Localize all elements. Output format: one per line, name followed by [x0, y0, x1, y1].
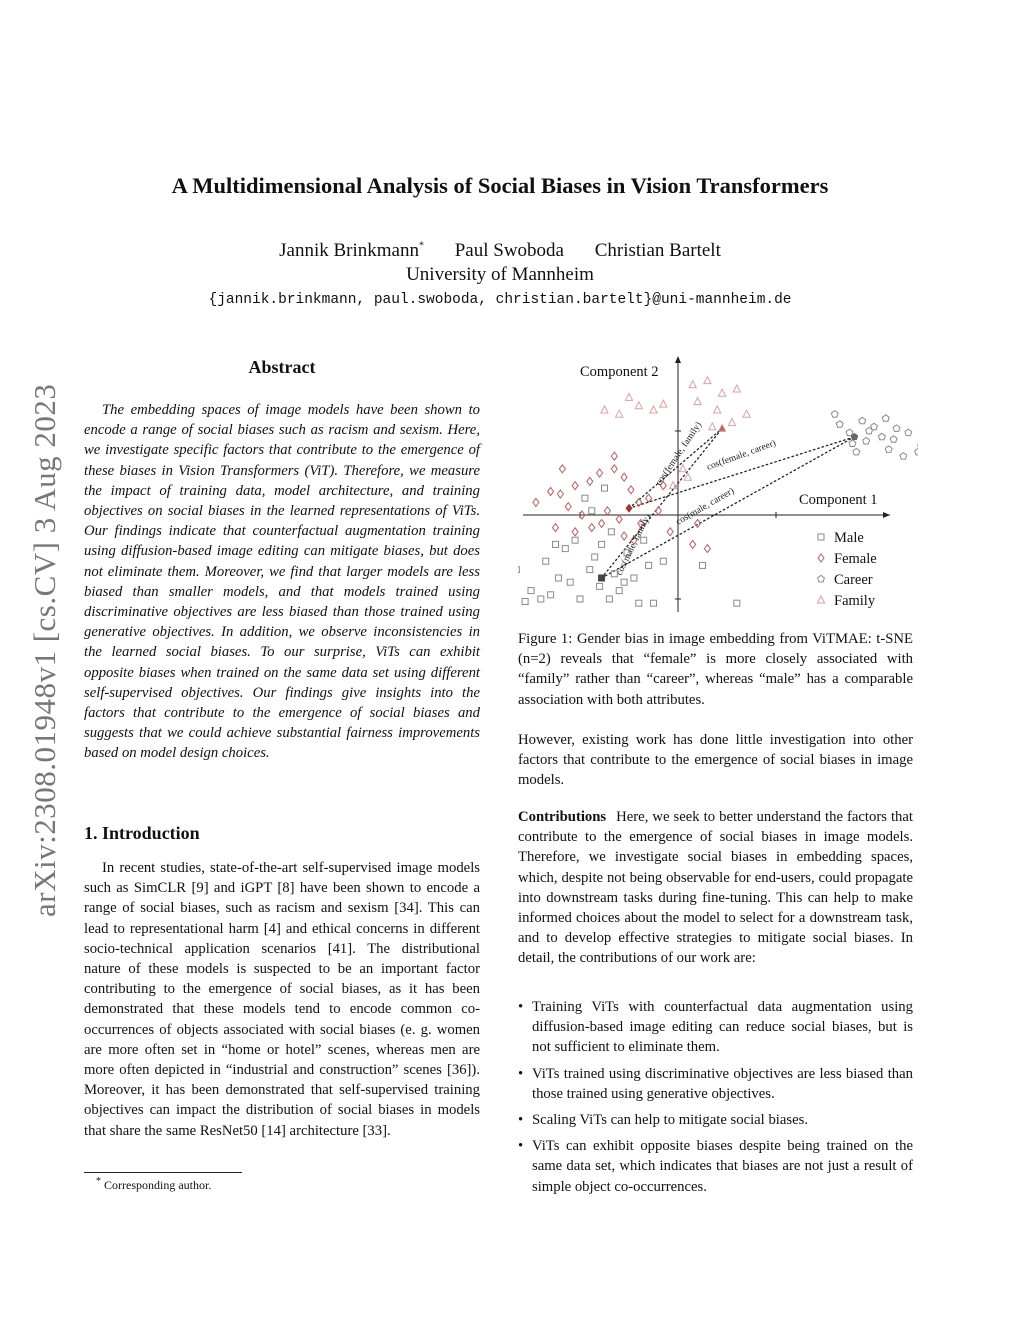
introduction-heading: 1. Introduction: [84, 823, 200, 843]
data-point-family: [689, 381, 696, 388]
association-label: cos(male, family): [614, 512, 654, 578]
legend-label: Family: [834, 593, 876, 609]
centroid-female: [626, 504, 633, 513]
data-point-male: [636, 600, 642, 606]
data-point-career: [878, 433, 885, 440]
association-label: cos(female, family): [654, 420, 705, 488]
data-point-family: [719, 389, 726, 396]
data-point-female: [690, 540, 696, 548]
data-point-male: [592, 554, 598, 560]
author-list: [0, 240, 1000, 262]
data-point-career: [846, 429, 853, 436]
data-point-family: [743, 410, 750, 417]
author-emails: {jannik.brinkmann, paul.swoboda, christian.bartelt}@uni-mannheim.de: [208, 292, 792, 308]
data-point-male: [548, 592, 554, 598]
data-point-family: [601, 406, 608, 413]
data-point-family: [635, 402, 642, 409]
data-point-career: [900, 453, 907, 460]
data-point-female: [621, 532, 627, 540]
list-item-text: ViTs can exhibit opposite biases despite being trained on the same data set, which indicates that biases are not just a result of simple object co-occurrences.: [532, 1138, 913, 1195]
data-point-career: [890, 436, 897, 443]
data-point-female: [597, 469, 603, 477]
data-point-female: [616, 515, 622, 523]
data-point-female: [604, 507, 610, 515]
data-point-family: [709, 423, 716, 430]
list-item-text: Scaling ViTs can help to mitigate social biases.: [532, 1112, 809, 1129]
data-point-male: [538, 596, 544, 602]
author-name: Christian Bartelt: [594, 240, 721, 261]
data-point-family: [616, 410, 623, 417]
data-point-male: [562, 546, 568, 552]
data-point-male: [646, 562, 652, 568]
data-point-female: [667, 528, 673, 536]
data-point-male: [602, 485, 608, 491]
data-point-family: [733, 385, 740, 392]
data-point-male: [518, 567, 519, 573]
data-point-male: [582, 495, 588, 501]
data-point-female: [553, 524, 559, 532]
data-point-female: [621, 473, 627, 481]
legend-marker-career: [818, 575, 825, 582]
data-point-male: [621, 579, 627, 585]
centroid-family: [718, 424, 726, 432]
right-column-paragraph: However, existing work has done little investigation into other factors that contribute to the emergence of social biases in image models.: [518, 732, 913, 789]
data-point-female: [589, 524, 595, 532]
data-point-female: [565, 503, 571, 511]
data-point-male: [589, 508, 595, 514]
data-point-family: [660, 400, 667, 407]
author-name: Jannik Brinkmann: [279, 240, 419, 261]
data-point-career: [905, 429, 912, 436]
data-point-female: [611, 465, 617, 473]
arxiv-identifier: arXiv:2308.01948v1 [cs.CV] 3 Aug 2023: [27, 383, 62, 917]
data-point-career: [893, 425, 900, 432]
data-point-male: [606, 596, 612, 602]
contributions-paragraph: [518, 807, 913, 969]
data-point-family: [670, 482, 677, 489]
tsne-scatter-chart: [518, 350, 918, 615]
data-point-male: [660, 558, 666, 564]
data-point-female: [533, 498, 539, 506]
y-axis-arrow: [675, 356, 681, 363]
data-point-career: [836, 421, 843, 428]
data-point-family: [679, 465, 686, 472]
corresponding-author-mark: *: [418, 240, 424, 252]
footnote: [96, 1178, 211, 1193]
data-point-family: [650, 406, 657, 413]
abstract-text: The embedding spaces of image models have been shown to encode a range of social biases such as racism and sexism. Here, we investigate specific factors that contribute to the emergence of these biases in Vision Transformers (ViT). Therefore, we measure the impact of training data, model architecture, and training objectives on social biases in the learned representations of ViTs. Our findings indicate that counterfactual augmentation training using diffusion-based image editing can mitigate biases, but does not eliminate them. Moreover, we find that larger models are less biased than smaller models, and that models trained using discriminative objectives are less biased than those trained using generative objectives. In addition, we observe inconsistencies in the learned social biases. To our surprise, ViTs can exhibit opposite biases when trained on the same data set using different self-supervised objectives. Our findings give insights into the factors that contribute to the emergence of social biases and suggests that we could achieve substantial fairness improvements based on model design choices.: [84, 402, 480, 762]
footnote-mark: *: [96, 1176, 101, 1187]
affiliation: University of Mannheim: [406, 264, 594, 285]
data-point-female: [611, 452, 617, 460]
contributions-text: Here, we seek to better understand the factors that contribute to the emergence of social biases in image models. Therefore, we investigate social biases in embedding spaces, which, despite not being observable for end-users, could propagate into downstream tasks during fine-tuning. This can help to make informed choices about the model to select for a downstream task, and to develop effective strategies to mitigate social biases. In detail, the contributions of our work are:: [518, 809, 913, 967]
x-axis-label: Component 1: [799, 492, 878, 508]
data-point-male: [616, 588, 622, 594]
data-point-career: [915, 448, 918, 455]
bullet-glyph: •: [518, 1112, 524, 1129]
data-point-male: [528, 588, 534, 594]
data-point-career: [885, 446, 892, 453]
x-axis-arrow: [883, 512, 890, 518]
data-point-female: [587, 477, 593, 485]
association-label: cos(female, career): [705, 438, 778, 473]
data-point-career: [863, 438, 870, 445]
footnote-text: Corresponding author.: [104, 1178, 212, 1192]
data-point-family: [694, 398, 701, 405]
contributions-list: [518, 997, 913, 1203]
list-item: [518, 1110, 913, 1130]
data-point-family: [625, 393, 632, 400]
list-item: [518, 1136, 913, 1197]
list-item-text: Training ViTs with counterfactual data augmentation using diffusion-based image editing can reduce social biases, but is not sufficient to eliminate them.: [532, 999, 913, 1056]
data-point-female: [599, 519, 605, 527]
data-point-male: [587, 567, 593, 573]
data-point-male: [608, 529, 614, 535]
legend-label: Female: [834, 551, 877, 567]
data-point-career: [859, 417, 866, 424]
data-point-male: [555, 575, 561, 581]
list-item: [518, 1064, 913, 1104]
figure-caption: Figure 1: Gender bias in image embedding from ViTMAE: t-SNE (n=2) reveals that “female” is more closely associated with “family” rather than “career”, whereas “male” has a comparable association with both attributes.: [518, 631, 913, 708]
paper-title: A Multidimensional Analysis of Social Biases in Vision Transformers: [171, 173, 829, 198]
list-item-text: ViTs trained using discriminative objectives are less biased than those trained using generative objectives.: [532, 1065, 913, 1102]
data-point-family: [728, 419, 735, 426]
legend-marker-family: [817, 596, 824, 603]
list-item: [518, 997, 913, 1058]
data-point-family: [714, 406, 721, 413]
legend-label: Career: [834, 572, 873, 588]
data-point-male: [543, 558, 549, 564]
data-point-male: [577, 596, 583, 602]
data-point-male: [631, 575, 637, 581]
figure-1: [518, 350, 918, 615]
association-label: cos(male, career): [674, 486, 737, 528]
data-point-male: [567, 579, 573, 585]
data-point-male: [700, 562, 706, 568]
data-point-career: [853, 448, 860, 455]
data-point-female: [572, 482, 578, 490]
data-point-career: [849, 440, 856, 447]
data-point-female: [628, 486, 634, 494]
y-axis-label: Component 2: [580, 364, 659, 380]
data-point-family: [684, 473, 691, 480]
centroid-male: [598, 575, 605, 582]
abstract-heading: Abstract: [248, 357, 316, 377]
data-point-male: [651, 600, 657, 606]
legend-marker-male: [818, 534, 824, 540]
bullet-glyph: •: [518, 1065, 524, 1082]
data-point-male: [522, 599, 528, 605]
contributions-heading: Contributions: [518, 809, 607, 825]
data-point-male: [599, 541, 605, 547]
data-point-female: [548, 487, 554, 495]
introduction-text: In recent studies, state-of-the-art self-supervised image models such as SimCLR [9] and iGPT [8] have been shown to encode a range of social biases, such as racism and sexism [34]. This can lead to representational harm [4] and ethical concerns in different socio-technical application scenarios [41]. The distributional nature of these models is suspected to be an important factor contributing to the emergence of social biases, as it has been demonstrated that these models tend to encode common co-occurrences of objects associated with social biases (e. g. women are more often set in “home or hotel” scenes, whereas men are more often depicted in “industrial and construction” scenes [36]). Moreover, it has been demonstrated that self-supervised training objectives can impact the distribution of social biases in models that share the same ResNet50 [14] architecture [33].: [84, 860, 480, 1139]
bullet-glyph: •: [518, 1138, 524, 1155]
bullet-glyph: •: [518, 999, 524, 1015]
data-point-career: [831, 411, 838, 418]
author-name: Paul Swoboda: [454, 240, 564, 261]
footnote-divider: [84, 1172, 242, 1173]
legend-marker-female: [818, 554, 824, 562]
data-point-male: [572, 537, 578, 543]
data-point-female: [559, 465, 565, 473]
legend-label: Male: [834, 530, 864, 546]
data-point-career: [882, 415, 889, 422]
data-point-male: [597, 583, 603, 589]
data-point-female: [572, 528, 578, 536]
data-point-female: [557, 490, 563, 498]
data-point-family: [704, 377, 711, 384]
data-point-male: [553, 541, 559, 547]
data-point-female: [704, 545, 710, 553]
data-point-male: [734, 600, 740, 606]
